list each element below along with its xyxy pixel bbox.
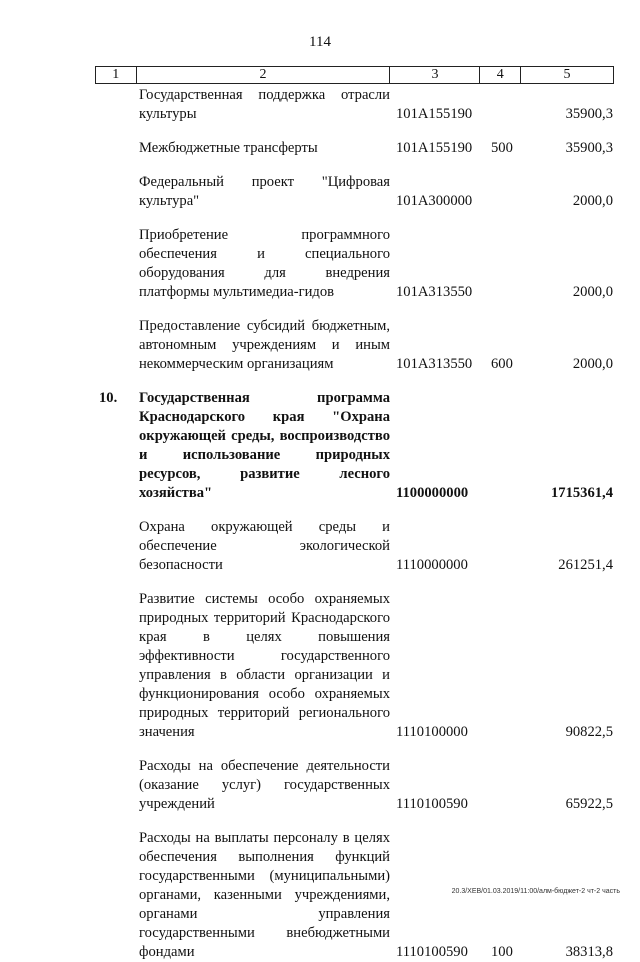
- header-col-1: 1: [96, 67, 137, 84]
- table-row: [0, 757, 640, 814]
- row-amount: 35900,3: [565, 106, 613, 122]
- header-col-2: 2: [136, 67, 390, 84]
- table-row: [0, 317, 640, 374]
- table-row: [0, 139, 640, 158]
- row-amount: 2000,0: [572, 284, 613, 300]
- row-code: 101А300000: [396, 193, 473, 209]
- page-number: 114: [309, 34, 331, 50]
- header-col-3: 3: [390, 67, 480, 84]
- row-name: Охрана окружающей среды и обеспечение экологической безопасности: [139, 519, 390, 573]
- row-code: 1100000000: [396, 485, 469, 501]
- row-code: 1110000000: [396, 557, 468, 573]
- table-row: [0, 173, 640, 211]
- row-expense-type: 500: [491, 140, 513, 156]
- row-code: 101А155190: [396, 140, 473, 156]
- row-expense-type: 100: [491, 944, 513, 960]
- table-row: [0, 226, 640, 302]
- row-amount: 2000,0: [572, 193, 613, 209]
- column-header-row: [95, 66, 614, 84]
- row-code: 1110100590: [396, 944, 468, 960]
- header-col-4: 4: [480, 67, 521, 84]
- row-name: Федеральный проект "Цифровая культура": [139, 174, 390, 209]
- header-col-5: 5: [521, 67, 614, 84]
- table-row: [0, 829, 640, 962]
- row-code: 1110100000: [396, 724, 468, 740]
- table-row: [0, 518, 640, 575]
- row-name: Приобретение программного обеспечения и специального оборудования для внедрения платформы мультимедиа-гидов: [139, 227, 390, 300]
- row-code: 1110100590: [396, 796, 468, 812]
- table-row: [0, 590, 640, 742]
- row-name: Предоставление субсидий бюджетным, автономным учреждениям и иным некоммерческим организациям: [139, 318, 390, 372]
- row-amount: 1715361,4: [550, 485, 613, 501]
- row-code: 101А313550: [396, 284, 473, 300]
- row-expense-type: 600: [491, 356, 513, 372]
- row-amount: 65922,5: [565, 796, 613, 812]
- row-name: Развитие системы особо охраняемых природных территорий Краснодарского края в целях повышения эффективности государственного управления в области организации и функционирования особо охраняемых природных территорий регионального значения: [139, 591, 390, 740]
- row-name: Государственная поддержка отрасли культуры: [139, 87, 390, 122]
- table-row: [0, 86, 640, 124]
- row-amount: 35900,3: [565, 140, 613, 156]
- row-number: 10.: [99, 390, 118, 406]
- row-code: 101А155190: [396, 106, 473, 122]
- table-row-program: [0, 389, 640, 503]
- budget-table-body: [0, 86, 640, 962]
- row-name: Государственная программа Краснодарского края "Охрана окружающей среды, воспроизводство и использование природных ресурсов, развитие лесного хозяйства": [139, 390, 390, 501]
- row-amount: 261251,4: [558, 557, 613, 573]
- footer-document-id: 20.3/ХЕВ/01.03.2019/11:00/алм-бюджет-2 чт-2 часть: [451, 888, 620, 895]
- row-name: Межбюджетные трансферты: [139, 140, 318, 156]
- row-code: 101А313550: [396, 356, 473, 372]
- row-amount: 90822,5: [565, 724, 613, 740]
- row-name: Расходы на обеспечение деятельности (оказание услуг) государственных учреждений: [139, 758, 390, 812]
- row-amount: 38313,8: [565, 944, 613, 960]
- row-amount: 2000,0: [572, 356, 613, 372]
- row-name: Расходы на выплаты персоналу в целях обеспечения выполнения функций государственными (муниципальными) органами, казенными учреждениями, органами управления государственными внебюджетными фондами: [139, 830, 390, 960]
